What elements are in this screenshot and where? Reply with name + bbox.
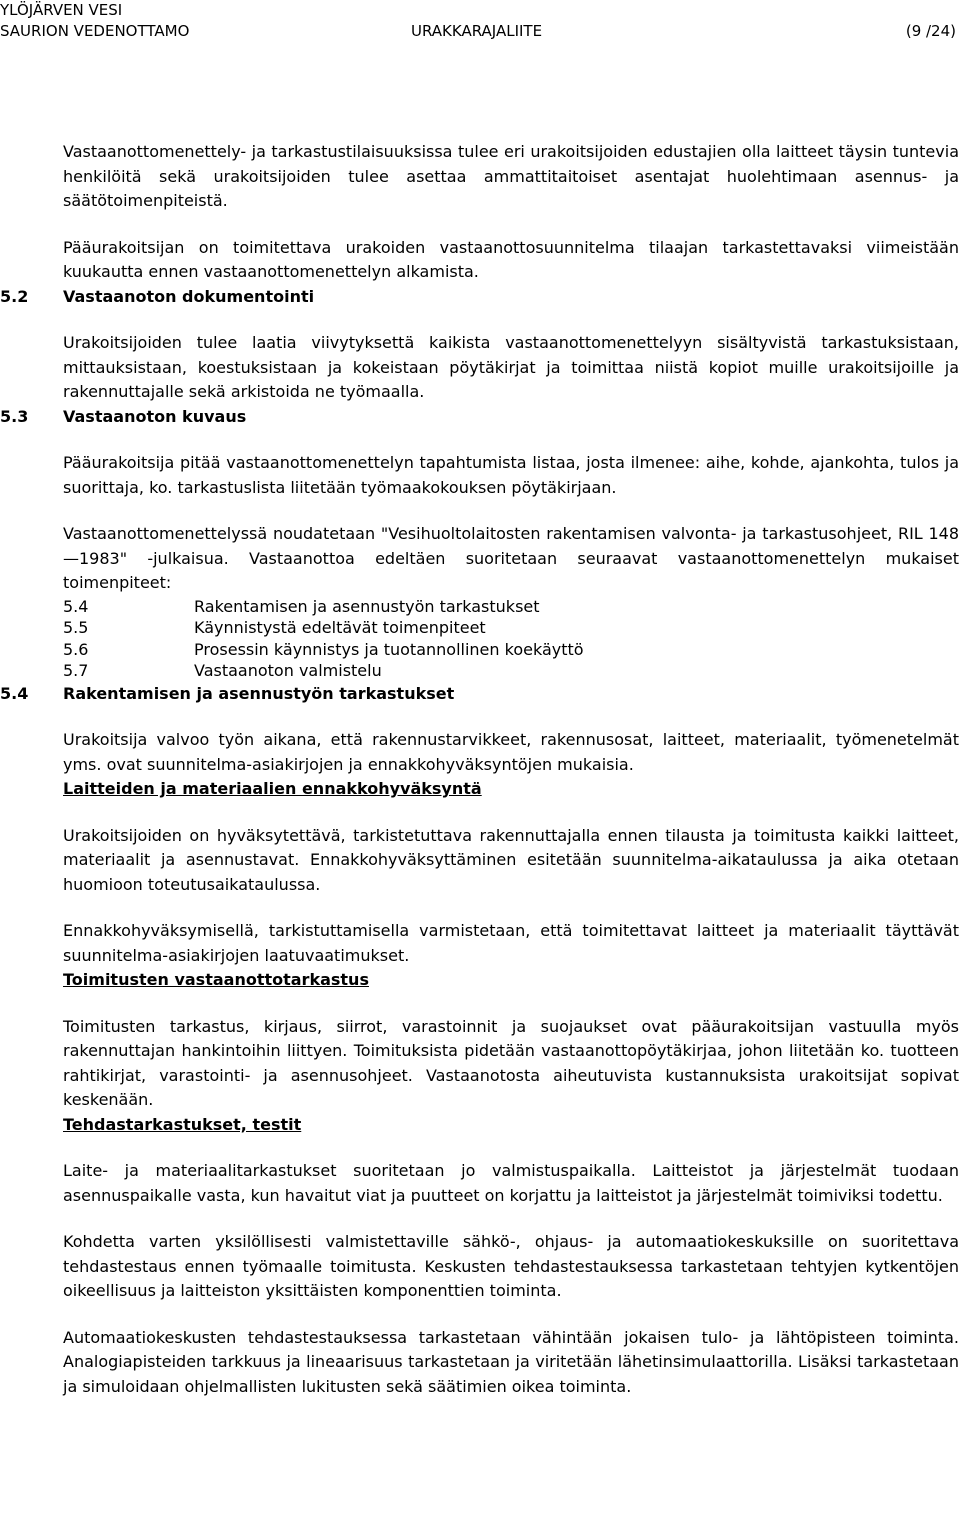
header-page-number: (9 /24) [905, 22, 956, 40]
section-heading-5-4 [0, 682, 959, 707]
paragraph: Kohdetta varten yksilöllisesti valmistettaville sähkö-, ohjaus- ja automaatiokeskuksille on suoritettava tehdastestaus ennen työmaalle toimitusta. Keskusten tehdastestauksessa tarkastetaan tehtyjen kytkentöjen oikeellisuus ja laitteiston yksittäisten komponenttien toiminta. [63, 1232, 959, 1300]
list-item-number: 5.6 [63, 639, 89, 659]
paragraph: Vastaanottomenettelyssä noudatetaan "Vesihuoltolaitosten rakentamisen valvonta- ja tarkastusohjeet, RIL 148—1983" -julkaisua. Vastaanottoa edeltäen suoritetaan seuraavat vastaanottomenettelyn mukaiset toimenpiteet: [63, 524, 959, 592]
header-org: YLÖJÄRVEN VESI [0, 1, 123, 19]
list-item-text: Käynnistystä edeltävät toimenpiteet [194, 618, 486, 637]
header-doc-title: URAKKARAJALIITE [411, 22, 543, 40]
section-heading-5-3 [0, 405, 959, 430]
paragraph: Laite- ja materiaalitarkastukset suoritetaan jo valmistuspaikalla. Laitteistot ja järjestelmät tuodaan asennuspaikalle vasta, kun havaitut viat ja puutteet on korjattu ja laitteistot ja järjestelmät toimiviksi todettu. [63, 1161, 959, 1205]
header-project: SAURION VEDENOTTAMO [0, 22, 190, 40]
paragraph: Automaatiokeskusten tehdastestauksessa tarkastetaan vähintään jokaisen tulo- ja lähtöpisteen toiminta. Analogiapisteiden tarkkuus ja lineaarisuus tarkastetaan ja viritetään lähetinsimulaattorilla. Lisäksi tarkastetaan ja simuloidaan ohjelmallisten lukitusten sekä säätimien oikea toiminta. [63, 1327, 959, 1396]
list-item-text: Rakentamisen ja asennustyön tarkastukset [194, 596, 540, 616]
list-item [63, 617, 959, 639]
list-item-number: 5.5 [63, 618, 89, 637]
paragraph: Pääurakoitsijan on toimitettava urakoiden vastaanottosuunnitelma tilaajan tarkastettavaksi viimeistään kuukautta ennen vastaanottomenettelyn alkamista. [63, 237, 959, 281]
paragraph: Ennakkohyväksymisellä, tarkistuttamisella varmistetaan, että toimitettavat laitteet ja materiaalit täyttävät suunnitelma-asiakirjojen laatuvaatimukset. [63, 921, 959, 965]
procedure-list [63, 596, 959, 682]
section-title: Rakentamisen ja asennustyön tarkastukset [63, 683, 455, 703]
paragraph: Urakoitsijoiden tulee laatia viivytyksettä kaikista vastaanottomenettelyyn sisältyvistä tarkastuksistaan, mittauksistaan, koestuksistaan ja kokeistaan pöytäkirjat ja toimittaa niistä kopiot muille urakoitsijoille ja rakennuttajalle sekä arkistoida ne työmaalla. [63, 333, 959, 401]
list-item [63, 596, 959, 618]
section-title: Vastaanoton dokumentointi [63, 286, 315, 306]
list-item-number: 5.7 [63, 661, 89, 680]
paragraph: Urakoitsija valvoo työn aikana, että rakennustarvikkeet, rakennusosat, laitteet, materiaalit, työmenetelmät yms. ovat suunnitelma-asiakirjojen ja ennakkohyväksyntöjen mukaisia. [63, 730, 959, 774]
list-item-text: Vastaanoton valmistelu [194, 661, 382, 680]
section-title: Vastaanoton kuvaus [63, 406, 247, 426]
subheading: Laitteiden ja materiaalien ennakkohyväksyntä [63, 779, 482, 798]
paragraph: Vastaanottomenettely- ja tarkastustilaisuuksissa tulee eri urakoitsijoiden edustajien olla laitteet täysin tuntevia henkilöitä sekä urakoitsijoiden tulee asettaa ammattitaitoiset asentajat huolehtimaan asennus- ja säätötoimenpiteistä. [63, 142, 959, 210]
section-number: 5.4 [0, 683, 29, 703]
paragraph: Toimitusten tarkastus, kirjaus, siirrot, varastoinnit ja suojaukset ovat pääurakoitsijan vastuulla myös rakennuttajan hankintoihin liittyen. Toimituksista pidetään vastaanottopöytäkirjaa, johon liitetään ko. tuotteen rahtikirjat, varastointi- ja asennusohjeet. Vastaanotosta aiheutuvista kustannuksista urakoitsijat sopivat keskenään. [63, 1016, 959, 1109]
list-item-number: 5.4 [63, 596, 89, 616]
section-number: 5.3 [0, 406, 29, 426]
subheading: Toimitusten vastaanottotarkastus [63, 970, 369, 989]
paragraph: Urakoitsijoiden on hyväksytettävä, tarkistetuttava rakennuttajalla ennen tilausta ja toimitusta kaikki laitteet, materiaalit ja asennustavat. Ennakkohyväksyttäminen esitetään suunnitelma-aikataulussa ja aika otetaan huomioon toteutusaikataulussa. [63, 825, 959, 894]
list-item-text: Prosessin käynnistys ja tuotannollinen koekäyttö [194, 639, 584, 659]
list-item [63, 660, 959, 682]
section-heading-5-2 [0, 285, 959, 310]
subheading: Tehdastarkastukset, testit [63, 1114, 302, 1134]
section-number: 5.2 [0, 286, 29, 306]
document-body [0, 140, 959, 1399]
list-item [63, 639, 959, 661]
paragraph: Pääurakoitsija pitää vastaanottomenettelyn tapahtumista listaa, josta ilmenee: aihe, kohde, ajankohta, tulos ja suorittaja, ko. tarkastuslista liitetään työmaakokouksen pöytäkirjaan. [63, 453, 959, 497]
